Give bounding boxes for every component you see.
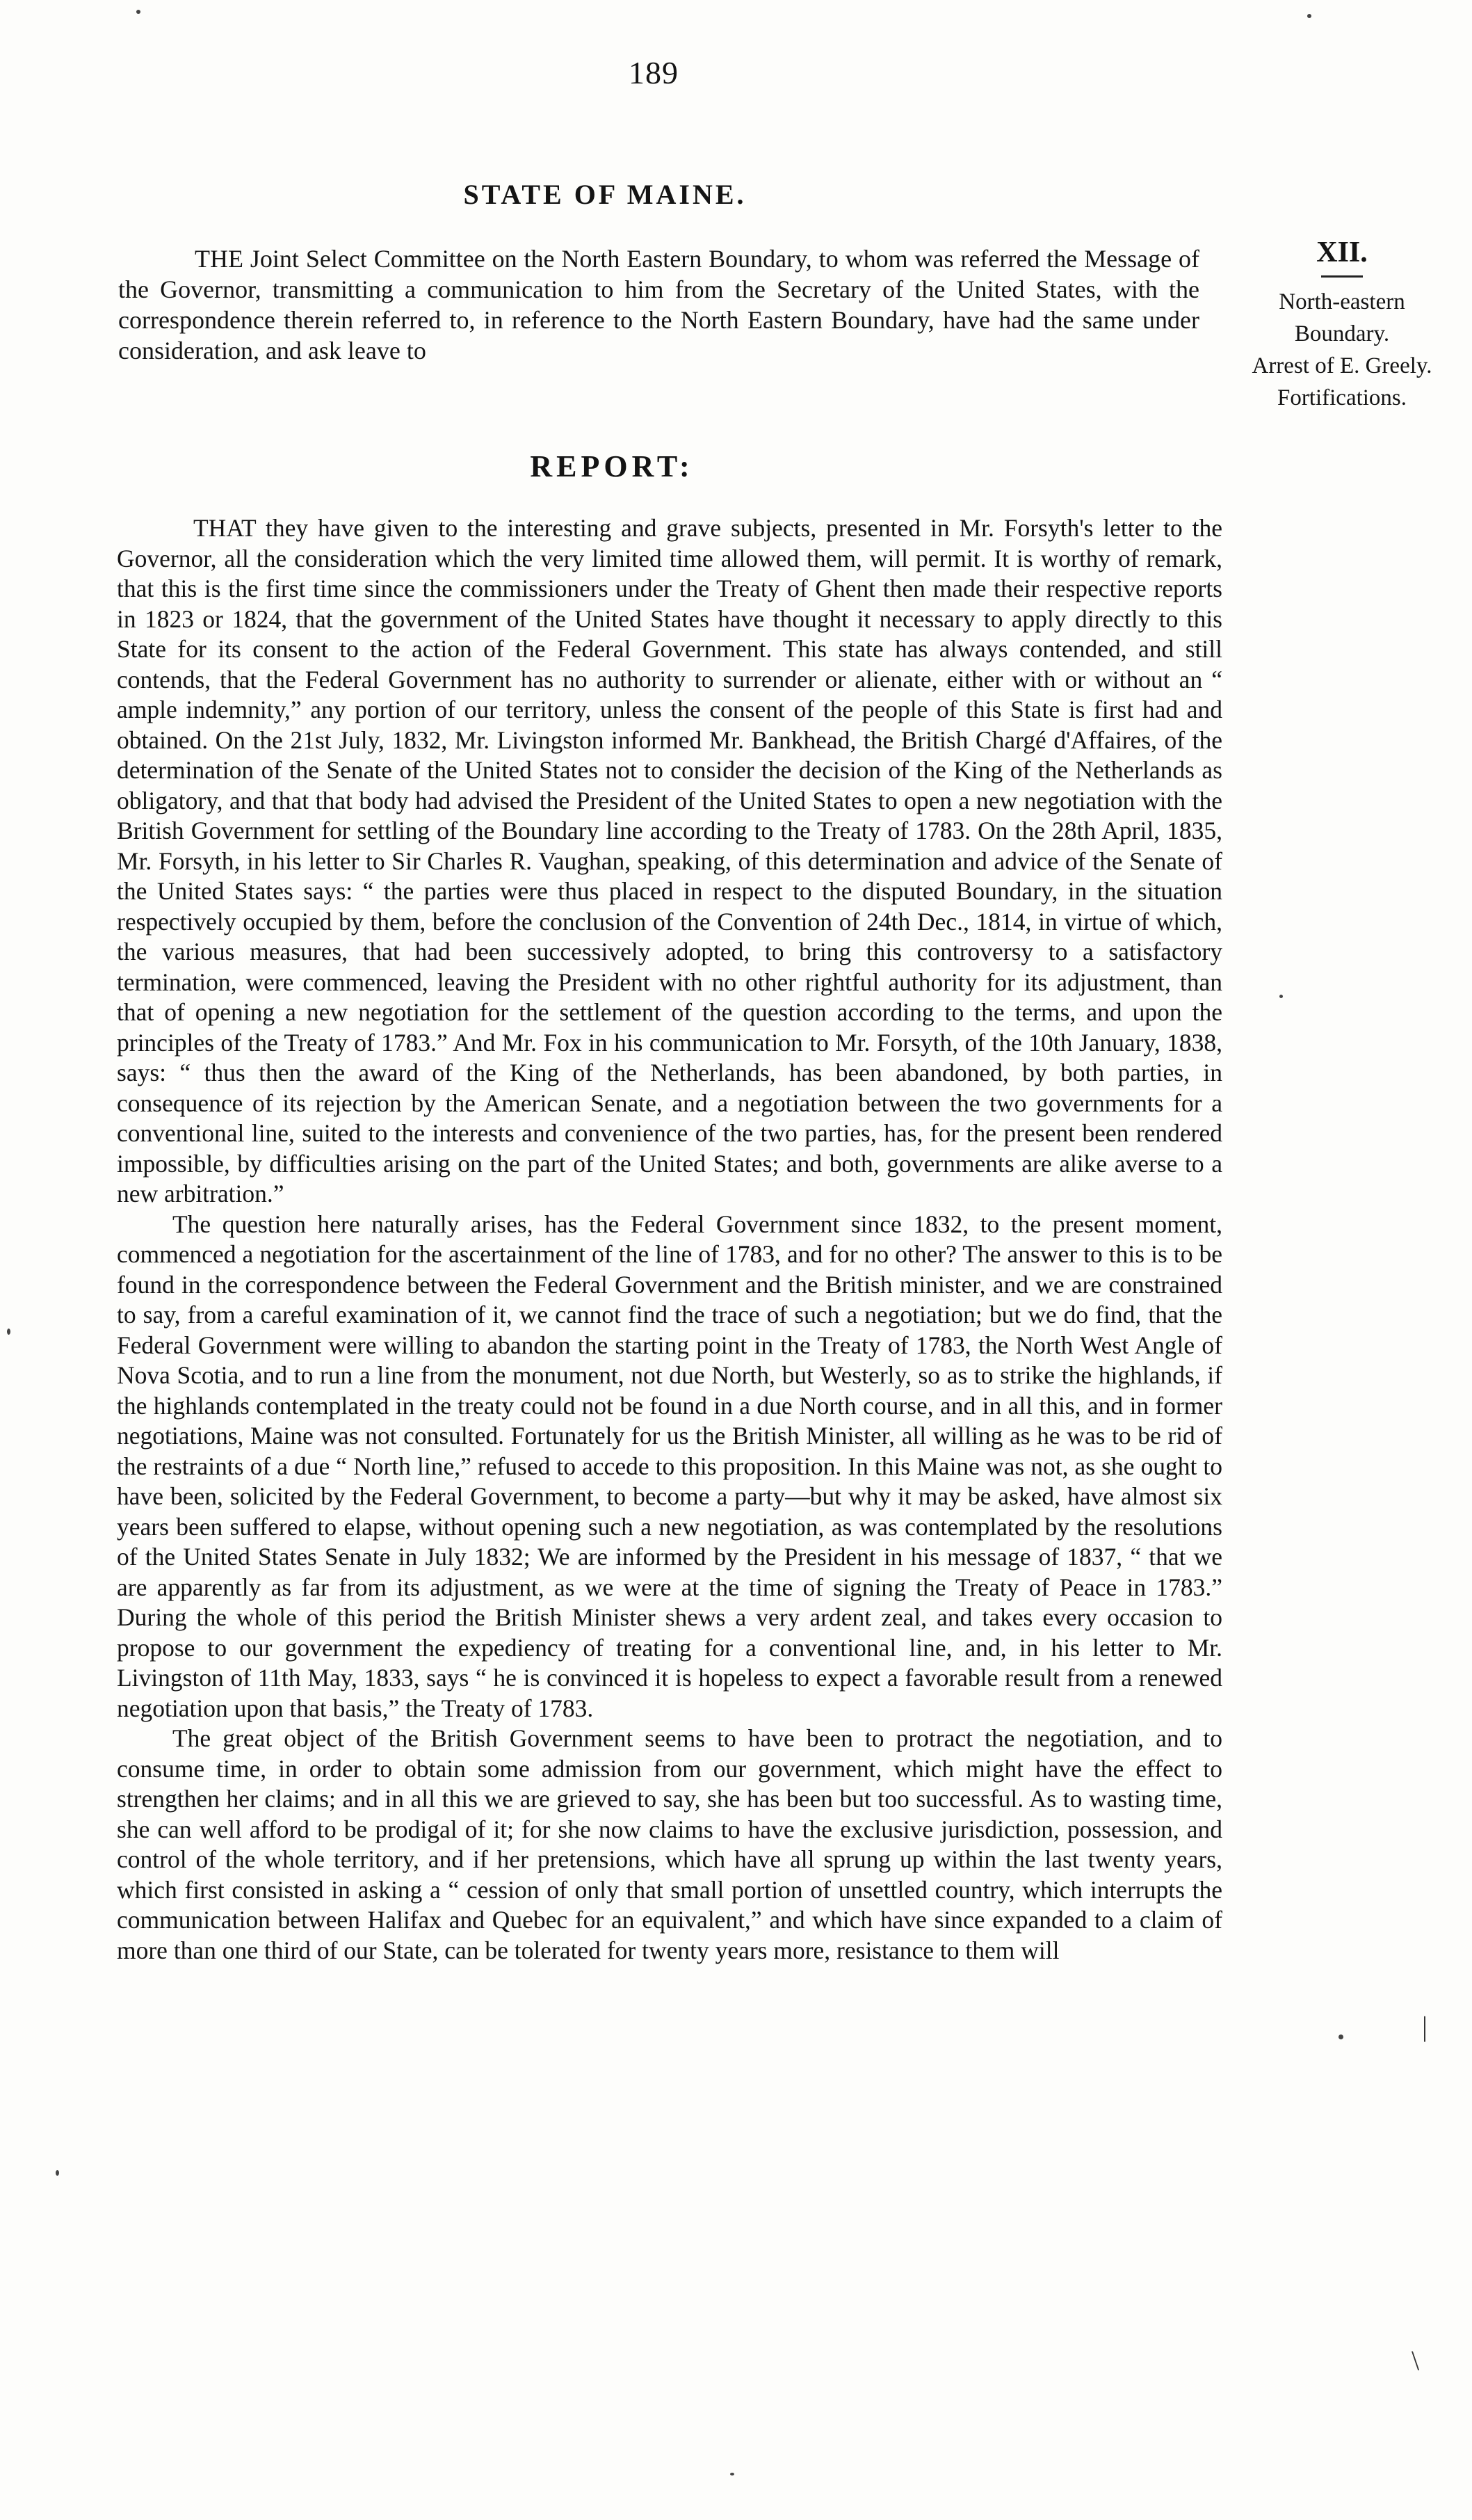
scan-speck — [1279, 995, 1283, 998]
scan-speck — [730, 2473, 734, 2475]
scan-speck — [7, 1329, 10, 1335]
scan-speck — [1307, 14, 1311, 18]
body-paragraph: The question here naturally arises, has the Federal Government since 1832, to the present moment, commenced a negotiation for the ascertainment of the line of 1783, and for no other? The answer to this is to be found in the correspondence between the Federal Government and the British minister, and we are constrained to say, from a careful examination of it, we cannot find the trace of such a negotiation; but we do find, that the Federal Government were willing to abandon the starting point in the Treaty of 1783, the North West Angle of Nova Scotia, and to run a line from the monument, not due North, but Westerly, so as to strike the highlands, if the highlands contemplated in the treaty could not be found in a due North course, and in all this, and in former negotiations, Maine was not consulted. Fortunately for us the British Minister, all willing as he was to be rid of the restraints of a due “ North line,” refused to accede to this proposition. In this Maine was not, as she ought to have been, solicited by the Federal Government, to become a party—but why it may be asked, have almost six years been suffered to elapse, without opening such a new negotiation, as was contemplated by the resolutions of the United States Senate in July 1832; We are informed by the President in his message of 1837, “ that we are apparently as far from its adjustment, as we were at the time of signing the Treaty of Peace in 1783.” During the whole of this period the British Minister shews a very ardent zeal, and takes every occasion to propose to our government the expediency of treating for a conventional line, and, in his letter to Mr. Livingston of 11th May, 1833, says “ he is convinced it is hopeless to expect a favorable result from a renewed negotiation upon that basis,” the Treaty of 1783. — [117, 1210, 1222, 1722]
intro-paragraph: THE Joint Select Committee on the North Eastern Boundary, to whom was referred the Message of the Governor, transmitting a communication to him from the Secretary of the United States, with the correspondence therein referred to, in reference to the North Eastern Boundary, have had the same under consideration, and ask leave to — [118, 245, 1199, 364]
scan-mark: | — [1422, 2011, 1428, 2042]
margin-notes — [1231, 236, 1453, 414]
section-number: XII. — [1316, 236, 1368, 268]
page-title: STATE OF MAINE. — [463, 179, 747, 210]
scan-speck — [56, 2170, 59, 2176]
scan-speck — [136, 10, 140, 14]
scan-speck — [1338, 2035, 1343, 2039]
margin-note: Fortifications. — [1277, 385, 1407, 410]
report-body — [117, 513, 1222, 1966]
divider — [1321, 275, 1363, 278]
body-paragraph: The great object of the British Government seems to have been to protract the negotiation, and to consume time, in order to obtain some admission from our government, which might have the effect to strengthen her claims; and in all this we are grieved to say, she has been but too successful. As to wasting time, she can well afford to be prodigal of it; for she now claims to have the exclusive jurisdiction, possession, and control of the whole territory, and if her pretensions, which have all sprung up within the last twenty years, which first consisted in asking a “ cession of only that small portion of unsettled country, which interrupts the communication between Halifax and Quebec for an equivalent,” and which have since expanded to a claim of more than one third of our State, can be tolerated for twenty years more, resistance to them will — [117, 1724, 1222, 1964]
margin-note: North-eastern Boundary. — [1279, 289, 1405, 346]
scan-mark: \ — [1412, 2345, 1420, 2376]
body-paragraph: THAT they have given to the interesting and grave subjects, presented in Mr. Forsyth's letter to the Governor, all the consideration which the very limited time allowed them, will permit. It is worthy of remark, that this is the first time since the commissioners under the Treaty of Ghent then made their respective reports in 1823 or 1824, that the government of the United States have thought it necessary to apply directly to this State for its consent to the action of the Federal Government. This state has always contended, and still contends, that the Federal Government has no authority to surrender or alienate, either with or without an “ ample indemnity,” any portion of our territory, unless the consent of the people of this State is first had and obtained. On the 21st July, 1832, Mr. Livingston informed Mr. Bankhead, the British Chargé d'Affaires, of the determination of the Senate of the United States not to consider the decision of the King of the Netherlands as obligatory, and that that body had advised the President of the United States to open a new negotiation with the British Government for settling of the Boundary line according to the Treaty of 1783. On the 28th April, 1835, Mr. Forsyth, in his letter to Sir Charles R. Vaughan, speaking, of this determination and advice of the Senate of the United States says: “ the parties were thus placed in respect to the disputed Boundary, in the situation respectively occupied by them, before the conclusion of the Convention of 24th Dec., 1814, in virtue of which, the various measures, that had been successively adopted, to bring this controversy to a satisfactory termination, were commenced, leaving the President with no other rightful authority for its adjustment, than that of opening a new negotiation for the settlement of the question according to the terms, and upon the principles of the Treaty of 1783.” And Mr. Fox in his communication to Mr. Forsyth, of the 10th January, 1838, says: “ thus then the award of the King of the Netherlands, has been abandoned, by both parties, in consequence of its rejection by the American Senate, and a negotiation between the two governments for a conventional line, suited to the interests and convenience of the two parties, has, for the present been rendered impossible, by difficulties arising on the part of the United States; and both, governments are alike averse to a new arbitration.” — [117, 514, 1222, 1207]
report-heading: REPORT: — [530, 449, 694, 483]
page-number: 189 — [629, 55, 679, 90]
margin-note: Arrest of E. Greely. — [1252, 353, 1432, 378]
